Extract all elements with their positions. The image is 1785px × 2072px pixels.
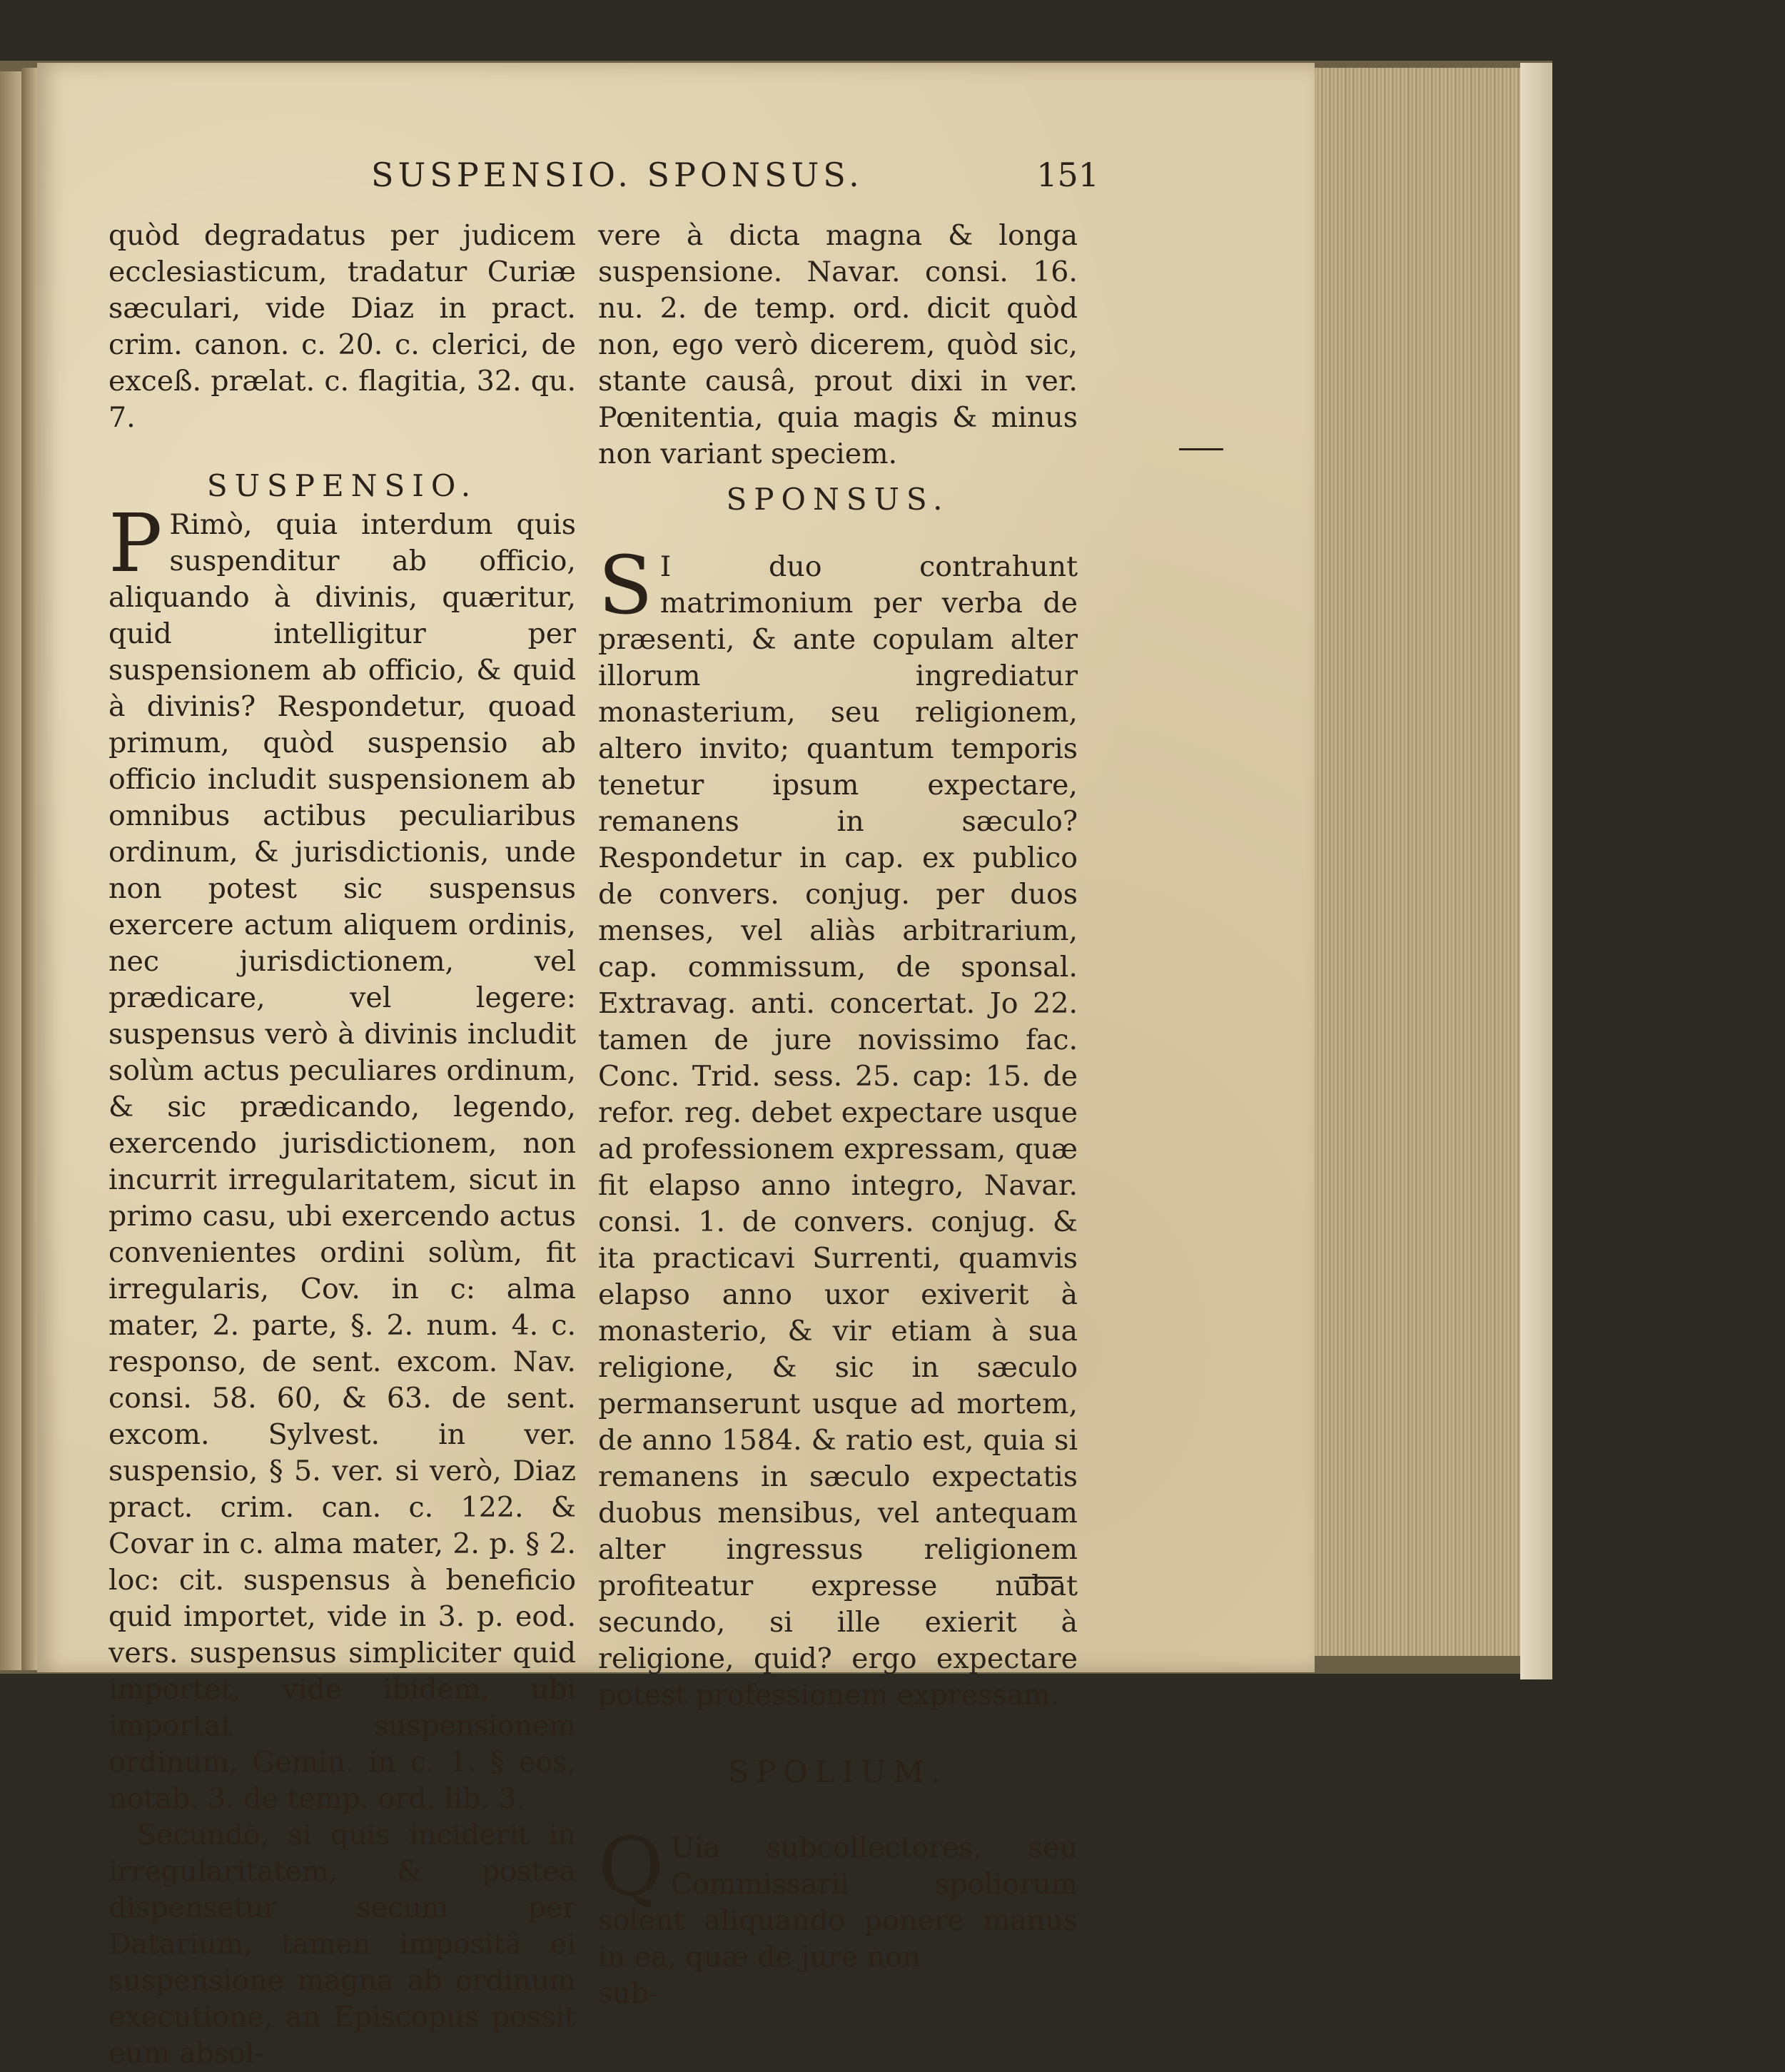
drop-cap-p: P bbox=[108, 497, 163, 590]
page-number: 151 bbox=[1036, 156, 1099, 194]
left-continuation: quòd degradatus per judicem ecclesiasticum, tradatur Curiæ sæculari, vide Diaz in pract. crim. canon. c. 20. c. clerici, de exceß. prælat. c. flagitia, 32. qu. 7. bbox=[108, 219, 576, 434]
right-column bbox=[598, 218, 1078, 2012]
drop-cap-q: Q bbox=[598, 1821, 664, 1914]
cover-edge bbox=[1520, 63, 1552, 1679]
paragraph-spolium bbox=[598, 1821, 1078, 1976]
margin-mark bbox=[1179, 448, 1223, 450]
page-fore-edge bbox=[1310, 68, 1532, 1656]
running-head: SUSPENSIO. SPONSUS. bbox=[371, 156, 864, 194]
paragraph-primo-text: Rimò, quia interdum quis suspenditur ab officio, aliquando à divinis, quæritur, quid intelligitur per suspensionem ab officio, & quid à divinis? Respondetur, quoad primum, quòd suspensio ab officio includit suspensionem ab omnibus actibus peculiaribus ordinum, & jurisdictionis, unde non potest sic suspensus exercere actum aliquem ordinis, nec jurisdictionem, vel prædicare, vel legere: suspensus verò à divinis includit solùm actus peculiares ordinum, & sic prædicando, legendo, exercendo jurisdictionem, non incurrit irregularitatem, sicut in primo casu, ubi exercendo actus convenientes ordini solùm, fit irregularis, Cov. in c: alma mater, 2. parte, §. 2. num. 4. c. responso, de sent. excom. Nav. consi. 58. 60, & 63. de sent. excom. Sylvest. in ver. suspensio, § 5. ver. si verò, Diaz pract. crim. can. c. 122. & Covar in c. alma mater, 2. p. § 2. loc: cit. suspensus à beneficio quid importet, vide in 3. p. eod. vers. suspensus simpliciter quid importet, vide ibidem, ubi importat suspensionem ordinum, Gemin. in c. 1. § eos, notab. 3. de temp. ord. lib. 3. bbox=[108, 508, 576, 1815]
paragraph-spolium-text: Uia subcollectores, seu Commissarii spoliorum solent aliquando ponere manus in ea, quæ de jure non bbox=[598, 1831, 1078, 1974]
heading-sponsus: SPONSUS. bbox=[726, 482, 950, 517]
paragraph-primo bbox=[108, 497, 576, 1817]
signature-mark bbox=[1019, 1567, 1062, 1579]
catchword: sub- bbox=[598, 1977, 659, 2010]
drop-cap-s: S bbox=[598, 540, 653, 632]
heading-suspensio: SUSPENSIO. bbox=[206, 468, 478, 503]
left-column bbox=[108, 218, 576, 2072]
paragraph-sponsus bbox=[598, 540, 1078, 1714]
heading-spolium: SPOLIUM. bbox=[728, 1754, 948, 1789]
paragraph-secundo: Secundò, si quis inciderit in irregularitatem, & postea dispensetur secum per Datarium, tamen impositâ ei suspensione magna ab ordinum executione, an Episcopus possit eum absol- bbox=[108, 1819, 576, 2070]
paragraph-sponsus-text: I duo contrahunt matrimonium per verba de præsenti, & ante copulam alter illorum ingrediatur monasterium, seu religionem, altero invito; quantum temporis tenetur ipsum expectare, remanens in sæculo? Respondetur in cap. ex publico de convers. conjug. per duos menses, vel aliàs arbitrarium, cap. commissum, de sponsal. Extravag. anti. concertat. Jo 22. tamen de jure novissimo fac. Conc. Trid. sess. 25. cap: 15. de refor. reg. debet expectare usque ad professionem expressam, quæ fit elapso anno integro, Navar. consi. 1. de convers. conjug. & ita practicavi Surrenti, quamvis elapso anno uxor exiverit à monasterio, & vir etiam à sua religione, & sic in sæculo permanserunt usque ad mortem, de anno 1584. & ratio est, quia si remanens in sæculo expectatis duobus mensibus, vel antequam alter ingressus religionem profiteatur expresse nubat secundo, si ille exierit à religione, quid? ergo expectare potest professionem expressam. bbox=[598, 550, 1078, 1712]
right-continuation: vere à dicta magna & longa suspensione. Navar. consi. 16. nu. 2. de temp. ord. dicit quòd non, ego verò dicerem, quòd sic, stante causâ, prout dixi in ver. Pœnitentia, quia magis & minus non variant speciem. bbox=[598, 219, 1078, 470]
